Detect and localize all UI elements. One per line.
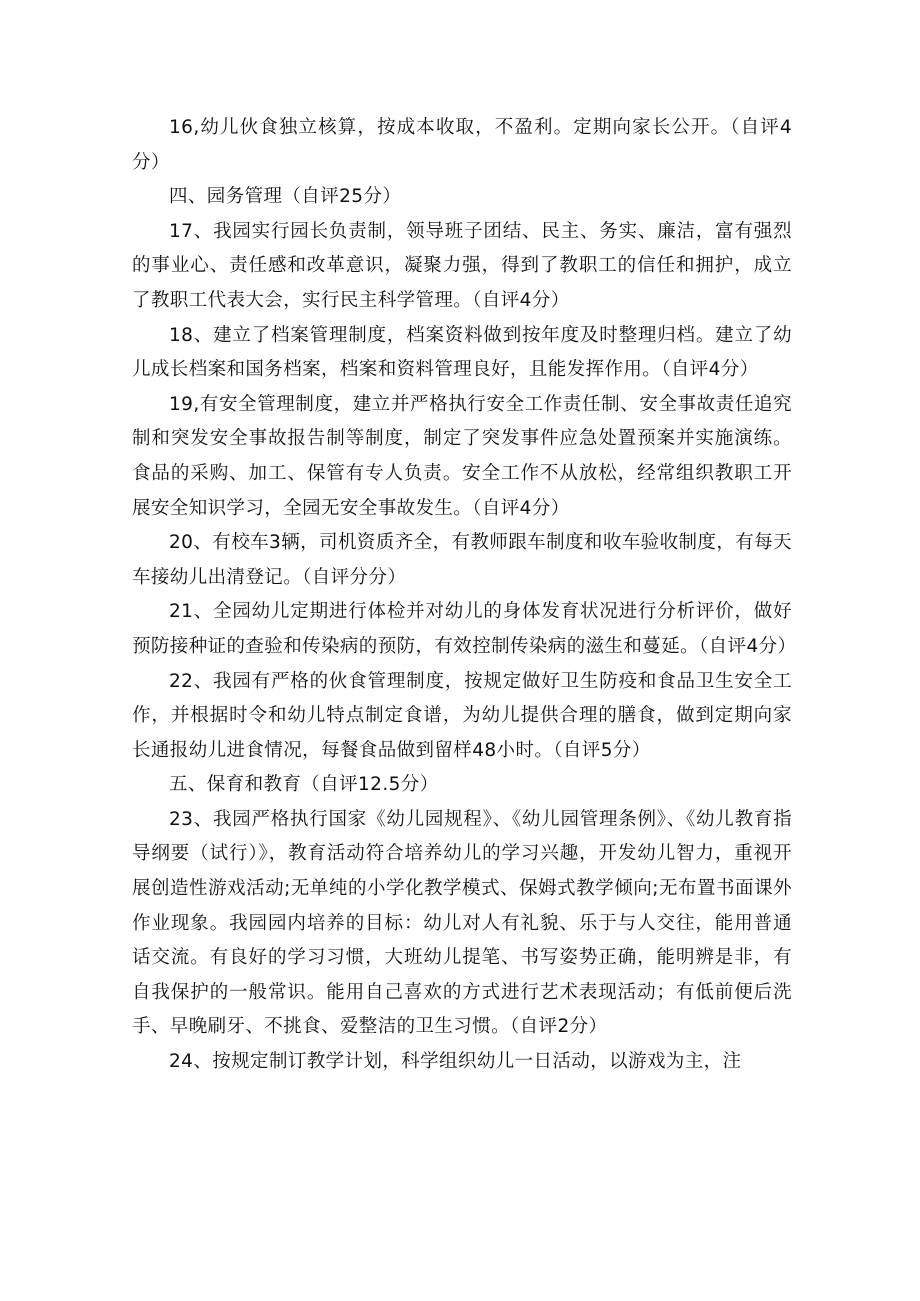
paragraph-item-18: 18、建立了档案管理制度，档案资料做到按年度及时整理归档。建立了幼儿成长档案和国务档案，档案和资料管理良好，且能发挥作用。（自评4分） xyxy=(132,324,792,381)
paragraph-item-17: 17、我园实行园长负责制，领导班子团结、民主、务实、廉洁，富有强烈的事业心、责任感和改革意识，凝聚力强，得到了教职工的信任和拥护，成立了教职工代表大会，实行民主科学管理。（自评4分） xyxy=(132,220,792,311)
paragraph-item-23: 23、我园严格执行国家《幼儿园规程》、《幼儿园管理条例》、《幼儿教育指导纲要（试行）》，教育活动符合培养幼儿的学习兴趣，开发幼儿智力，重视开展创造性游戏活动;无单纯的小学化教学模式、保姆式教学倾向;无布置书面课外作业现象。我园园内培养的目标：幼儿对人有礼貌、乐于与人交往，能用普通话交流。有良好的学习习惯，大班幼儿提笔、书写姿势正确，能明辨是非，有自我保护的一般常识。能用自己喜欢的方式进行艺术表现活动；有低前便后洗手、早晚刷牙、不挑食、爱整洁的卫生习惯。（自评2分） xyxy=(132,808,792,1038)
paragraph-item-21: 21、全园幼儿定期进行体检并对幼儿的身体发育状况进行分析评价，做好预防接种证的查验和传染病的预防，有效控制传染病的滋生和蔓延。（自评4分） xyxy=(132,601,797,657)
section-heading-5: 五、保育和教育（自评12.5分） xyxy=(169,774,439,796)
paragraph-item-22: 22、我园有严格的伙食管理制度，按规定做好卫生防疫和食品卫生安全工作，并根据时令和幼儿特点制定食谱，为幼儿提供合理的膳食，做到定期向家长通报幼儿进食情况，每餐食品做到留样48小时。（自评5分） xyxy=(132,670,792,761)
paragraph-item-16: 16,幼儿伙食独立核算，按成本收取，不盈利。定期向家长公开。（自评4分） xyxy=(132,117,792,173)
document-body xyxy=(132,111,797,1080)
paragraph-item-20: 20、有校车3辆，司机资质齐全，有教师跟车制度和收车验收制度，有每天车接幼儿出清登记。（自评分分） xyxy=(132,532,792,588)
paragraph-item-19: 19,有安全管理制度，建立并严格执行安全工作责任制、安全事故责任追究制和突发安全事故报告制等制度，制定了突发事件应急处置预案并实施演练。食品的采购、加工、保管有专人负责。安全工作不从放松，经常组织教职工开展安全知识学习，全园无安全事故发生。（自评4分） xyxy=(132,393,792,519)
section-heading-4: 四、园务管理（自评25分） xyxy=(169,186,402,208)
paragraph-item-24: 24、按规定制订教学计划，科学组织幼儿一日活动，以游戏为主，注 xyxy=(169,1051,742,1073)
